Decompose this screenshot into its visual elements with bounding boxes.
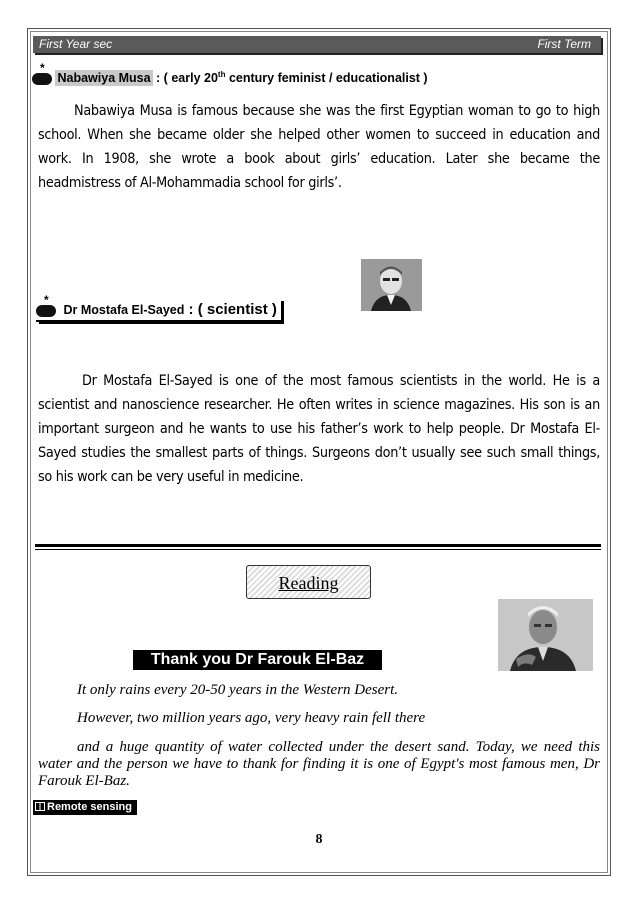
mostafa-photo <box>361 259 422 311</box>
bullet-icon: * <box>36 305 56 317</box>
farouk-photo <box>498 599 593 671</box>
header-bar <box>33 36 601 53</box>
bullet-icon: * <box>32 73 52 85</box>
reading-line2: However, two million years ago, very heavy rain fell there <box>77 710 426 726</box>
reading-line1: It only rains every 20-50 years in the Western Desert. <box>77 682 399 698</box>
divider-thick <box>35 544 601 547</box>
book-icon <box>35 802 45 811</box>
section1-heading <box>32 60 428 86</box>
section2-name: Dr Mostafa El-Sayed <box>63 303 185 317</box>
reading-title: Thank you Dr Farouk El-Baz <box>133 650 382 670</box>
reading-paragraph: and a huge quantity of water collected under the desert sand. Today, we need this water and the person we have to thank for finding it is one of Egypt's most famous men, Dr Farouk El-Baz. <box>38 739 600 789</box>
reading-label: Reading <box>278 573 339 593</box>
remote-sensing-label: Remote sensing <box>47 801 132 813</box>
remote-sensing-tag <box>33 800 137 815</box>
header-right: First Term <box>537 37 591 51</box>
section1-name: Nabawiya Musa <box>57 71 151 86</box>
divider-thin <box>35 549 601 550</box>
section1-paragraph: Nabawiya Musa is famous because she was the first Egyptian woman to go to high school. When she became older she helped other women to succeed in education and work. In 1908, she wrote a book about girls’ education. Later she became the headmistress of Al-Mohammadia school for girls’. <box>38 103 600 191</box>
section1-desc-sup: th <box>217 70 226 79</box>
section2-heading <box>36 292 281 322</box>
section1-desc-prefix: : ( early 20 <box>152 71 218 86</box>
section2-desc: : ( scientist ) <box>184 301 277 318</box>
reading-box <box>246 565 371 599</box>
section1-desc-suffix: century feminist / educationalist ) <box>225 71 428 86</box>
section2-paragraph: Dr Mostafa El-Sayed is one of the most famous scientists in the world. He is a scientist and nanoscience researcher. He often writes in science magazines. His son is an important surgeon and he wants to use his father’s work to help people. Dr Mostafa El-Sayed studies the smallest parts of things. Surgeons don’t usually see such small things, so his work can be very useful in medicine. <box>38 373 600 485</box>
page-number: 8 <box>315 832 323 847</box>
header-left: First Year sec <box>39 37 113 51</box>
